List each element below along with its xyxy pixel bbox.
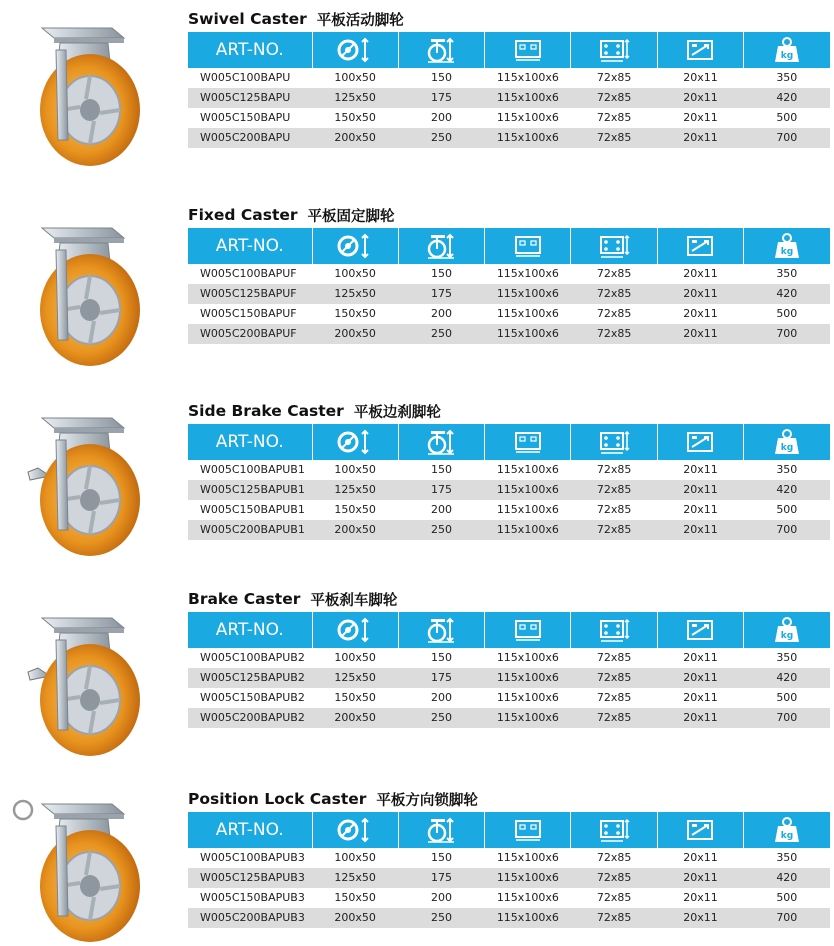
- spec-cell: 175: [398, 480, 484, 500]
- hole-spacing-header: [571, 228, 657, 264]
- spec-cell: 20x11: [683, 503, 718, 516]
- load-capacity-icon: [774, 232, 800, 260]
- spec-cell: 20x11: [657, 88, 743, 108]
- table-row: [188, 500, 830, 520]
- plate-size-header: [485, 424, 571, 460]
- kg-label: kg: [780, 247, 794, 257]
- hole-spacing-icon: [598, 429, 630, 455]
- spec-cell: 350: [776, 651, 798, 664]
- spec-table: [188, 612, 830, 728]
- spec-cell: 72x85: [571, 480, 657, 500]
- spec-cell: 250: [398, 128, 484, 148]
- spec-cell: 100x50: [334, 651, 376, 664]
- art-no-cell: W005C200BAPUB2: [188, 708, 312, 728]
- art-no-cell: W005C150BAPUF: [200, 307, 297, 320]
- spec-cell: 72x85: [571, 284, 657, 304]
- table-row: [188, 688, 830, 708]
- spec-cell: 20x11: [683, 463, 718, 476]
- load-height-icon: [426, 816, 456, 844]
- load-capacity-icon: [774, 36, 800, 64]
- caster-product-image: [8, 210, 158, 370]
- spec-cell: 100x50: [334, 71, 376, 84]
- spec-cell: 20x11: [683, 111, 718, 124]
- wheel-size-icon: [335, 232, 375, 260]
- load-height-header: [398, 612, 484, 648]
- bolt-hole-header: [657, 612, 743, 648]
- wheel-size-header: [312, 228, 398, 264]
- art-no-cell: W005C125BAPUB3: [188, 868, 312, 888]
- load-capacity-header: [744, 812, 830, 848]
- art-no-cell: W005C150BAPU: [200, 111, 291, 124]
- spec-cell: 150: [430, 463, 452, 476]
- spec-cell: 175: [398, 284, 484, 304]
- spec-cell: 20x11: [657, 908, 743, 928]
- wheel-size-icon: [335, 816, 375, 844]
- spec-cell: 125x50: [312, 284, 398, 304]
- load-height-header: [398, 424, 484, 460]
- art-no-header: ART-NO.: [188, 424, 312, 460]
- hole-spacing-header: [571, 424, 657, 460]
- bolt-hole-icon: [685, 38, 715, 62]
- spec-cell: 72x85: [596, 463, 632, 476]
- table-row: [188, 908, 830, 928]
- spec-cell: 115x100x6: [496, 851, 559, 864]
- hole-spacing-icon: [598, 617, 630, 643]
- kg-label: kg: [780, 831, 794, 841]
- spec-cell: 72x85: [596, 691, 632, 704]
- art-no-cell: W005C150BAPUB2: [200, 691, 305, 704]
- hole-spacing-header: [571, 32, 657, 68]
- spec-cell: 125x50: [312, 480, 398, 500]
- spec-cell: 20x11: [657, 708, 743, 728]
- table-row: [188, 888, 830, 908]
- spec-cell: 150: [430, 71, 452, 84]
- spec-cell: 150x50: [334, 111, 376, 124]
- spec-cell: 700: [744, 128, 830, 148]
- bolt-hole-header: [657, 424, 743, 460]
- spec-table: [188, 228, 830, 344]
- spec-cell: 20x11: [683, 651, 718, 664]
- load-height-header: [398, 228, 484, 264]
- spec-cell: 115x100x6: [485, 88, 571, 108]
- wheel-size-header: [312, 612, 398, 648]
- art-no-cell: W005C200BAPU: [188, 128, 312, 148]
- section-title-en: Swivel Caster: [188, 10, 307, 28]
- spec-cell: 125x50: [312, 668, 398, 688]
- spec-cell: 72x85: [596, 891, 632, 904]
- hole-spacing-header: [571, 612, 657, 648]
- spec-table: [188, 812, 830, 928]
- section-title-cn: 平板边刹脚轮: [353, 403, 441, 421]
- spec-cell: 500: [776, 691, 798, 704]
- spec-cell: 150: [430, 651, 452, 664]
- table-row: [188, 668, 830, 688]
- spec-cell: 115x100x6: [496, 651, 559, 664]
- section-title: [188, 588, 397, 610]
- spec-cell: 72x85: [571, 520, 657, 540]
- spec-cell: 20x11: [683, 307, 718, 320]
- spec-cell: 200: [430, 691, 452, 704]
- section-title-en: Position Lock Caster: [188, 790, 367, 808]
- art-no-cell: W005C200BAPUB3: [188, 908, 312, 928]
- plate-size-header: [485, 228, 571, 264]
- table-row: [188, 88, 830, 108]
- spec-cell: 350: [776, 463, 798, 476]
- spec-cell: 200x50: [312, 708, 398, 728]
- spec-cell: 115x100x6: [485, 520, 571, 540]
- spec-cell: 150: [430, 851, 452, 864]
- spec-cell: 500: [776, 111, 798, 124]
- spec-cell: 420: [744, 868, 830, 888]
- load-capacity-header: [744, 228, 830, 264]
- spec-cell: 200x50: [312, 520, 398, 540]
- spec-cell: 115x100x6: [496, 463, 559, 476]
- table-row: [188, 304, 830, 324]
- load-height-header: [398, 32, 484, 68]
- spec-cell: 420: [744, 668, 830, 688]
- spec-cell: 20x11: [657, 868, 743, 888]
- section-title-cn: 平板刹车脚轮: [310, 591, 398, 609]
- load-capacity-icon: [774, 428, 800, 456]
- spec-cell: 72x85: [571, 128, 657, 148]
- spec-cell: 125x50: [312, 868, 398, 888]
- spec-cell: 72x85: [596, 651, 632, 664]
- load-height-icon: [426, 428, 456, 456]
- table-row: [188, 128, 830, 148]
- spec-cell: 100x50: [334, 851, 376, 864]
- spec-cell: 700: [744, 908, 830, 928]
- spec-table: [188, 32, 830, 148]
- spec-cell: 115x100x6: [496, 691, 559, 704]
- spec-cell: 175: [398, 668, 484, 688]
- section-title-cn: 平板活动脚轮: [316, 11, 404, 29]
- spec-cell: 125x50: [312, 88, 398, 108]
- spec-cell: 115x100x6: [496, 891, 559, 904]
- spec-cell: 20x11: [657, 284, 743, 304]
- load-capacity-header: [744, 424, 830, 460]
- art-no-cell: W005C125BAPUF: [188, 284, 312, 304]
- plate-size-icon: [513, 38, 543, 62]
- hole-spacing-icon: [598, 37, 630, 63]
- spec-cell: 20x11: [683, 891, 718, 904]
- bolt-hole-header: [657, 32, 743, 68]
- spec-cell: 72x85: [596, 71, 632, 84]
- bolt-hole-header: [657, 812, 743, 848]
- art-no-cell: W005C150BAPUB1: [200, 503, 305, 516]
- spec-cell: 150: [430, 267, 452, 280]
- art-no-cell: W005C100BAPUB1: [200, 463, 305, 476]
- spec-cell: 115x100x6: [496, 503, 559, 516]
- bolt-hole-icon: [685, 818, 715, 842]
- spec-cell: 20x11: [657, 128, 743, 148]
- spec-cell: 72x85: [571, 668, 657, 688]
- art-no-header: ART-NO.: [188, 812, 312, 848]
- spec-cell: 350: [776, 851, 798, 864]
- load-capacity-header: [744, 612, 830, 648]
- table-row: [188, 848, 830, 868]
- spec-cell: 100x50: [334, 463, 376, 476]
- spec-table-header: [188, 228, 830, 264]
- load-height-header: [398, 812, 484, 848]
- spec-cell: 150x50: [334, 891, 376, 904]
- plate-size-icon: [513, 430, 543, 454]
- table-row: [188, 68, 830, 88]
- art-no-cell: W005C150BAPUB3: [200, 891, 305, 904]
- spec-cell: 175: [398, 88, 484, 108]
- spec-cell: 115x100x6: [485, 128, 571, 148]
- section-title: [188, 400, 441, 422]
- table-row: [188, 264, 830, 284]
- wheel-size-header: [312, 32, 398, 68]
- kg-label: kg: [780, 51, 794, 61]
- spec-table: [188, 424, 830, 540]
- spec-cell: 72x85: [596, 851, 632, 864]
- load-height-icon: [426, 36, 456, 64]
- caster-product-image: [8, 400, 158, 560]
- spec-cell: 115x100x6: [485, 480, 571, 500]
- art-no-cell: W005C100BAPUB3: [200, 851, 305, 864]
- spec-cell: 350: [776, 71, 798, 84]
- spec-cell: 500: [776, 891, 798, 904]
- spec-cell: 115x100x6: [496, 111, 559, 124]
- art-no-cell: W005C125BAPUB1: [188, 480, 312, 500]
- spec-cell: 20x11: [657, 480, 743, 500]
- spec-cell: 150x50: [334, 503, 376, 516]
- spec-cell: 200x50: [312, 128, 398, 148]
- section-title-en: Brake Caster: [188, 590, 301, 608]
- plate-size-header: [485, 812, 571, 848]
- caster-product-image: [8, 10, 158, 170]
- caster-product-image: [8, 600, 158, 760]
- spec-cell: 72x85: [571, 708, 657, 728]
- spec-cell: 250: [398, 520, 484, 540]
- load-capacity-icon: [774, 616, 800, 644]
- table-row: [188, 108, 830, 128]
- section-title-cn: 平板方向锁脚轮: [376, 791, 478, 809]
- wheel-size-header: [312, 812, 398, 848]
- load-height-icon: [426, 232, 456, 260]
- wheel-size-icon: [335, 36, 375, 64]
- table-row: [188, 708, 830, 728]
- load-capacity-icon: [774, 816, 800, 844]
- wheel-size-icon: [335, 616, 375, 644]
- plate-size-icon: [513, 818, 543, 842]
- spec-cell: 500: [776, 307, 798, 320]
- wheel-size-icon: [335, 428, 375, 456]
- spec-cell: 700: [744, 324, 830, 344]
- spec-cell: 20x11: [657, 668, 743, 688]
- spec-table-header: [188, 812, 830, 848]
- spec-cell: 115x100x6: [485, 908, 571, 928]
- section-title-cn: 平板固定脚轮: [307, 207, 395, 225]
- spec-cell: 500: [776, 503, 798, 516]
- section-title-en: Side Brake Caster: [188, 402, 344, 420]
- spec-cell: 150x50: [334, 691, 376, 704]
- spec-cell: 72x85: [596, 111, 632, 124]
- plate-size-icon: [513, 234, 543, 258]
- spec-cell: 115x100x6: [496, 71, 559, 84]
- spec-cell: 72x85: [571, 324, 657, 344]
- spec-table-header: [188, 32, 830, 68]
- spec-table-header: [188, 424, 830, 460]
- section-title: [188, 788, 478, 810]
- table-row: [188, 324, 830, 344]
- spec-cell: 200: [430, 503, 452, 516]
- spec-cell: 700: [744, 708, 830, 728]
- spec-cell: 115x100x6: [485, 708, 571, 728]
- art-no-cell: W005C100BAPUF: [200, 267, 297, 280]
- spec-cell: 200: [430, 891, 452, 904]
- art-no-cell: W005C200BAPUF: [188, 324, 312, 344]
- load-height-icon: [426, 616, 456, 644]
- spec-cell: 150x50: [334, 307, 376, 320]
- spec-cell: 20x11: [683, 71, 718, 84]
- art-no-cell: W005C125BAPUB2: [188, 668, 312, 688]
- bolt-hole-icon: [685, 234, 715, 258]
- spec-cell: 350: [776, 267, 798, 280]
- spec-cell: 420: [744, 284, 830, 304]
- spec-cell: 72x85: [571, 908, 657, 928]
- hole-spacing-header: [571, 812, 657, 848]
- spec-cell: 20x11: [657, 520, 743, 540]
- spec-cell: 72x85: [571, 868, 657, 888]
- bolt-hole-header: [657, 228, 743, 264]
- spec-cell: 20x11: [683, 691, 718, 704]
- spec-cell: 200x50: [312, 908, 398, 928]
- table-row: [188, 520, 830, 540]
- table-row: [188, 868, 830, 888]
- wheel-size-header: [312, 424, 398, 460]
- spec-cell: 100x50: [334, 267, 376, 280]
- caster-product-image: [8, 786, 158, 946]
- spec-cell: 420: [744, 480, 830, 500]
- plate-size-header: [485, 32, 571, 68]
- section-title-en: Fixed Caster: [188, 206, 298, 224]
- hole-spacing-icon: [598, 233, 630, 259]
- spec-cell: 420: [744, 88, 830, 108]
- hole-spacing-icon: [598, 817, 630, 843]
- art-no-cell: W005C200BAPUB1: [188, 520, 312, 540]
- plate-size-icon: [513, 618, 543, 642]
- spec-cell: 115x100x6: [485, 668, 571, 688]
- section-title: [188, 204, 395, 226]
- table-row: [188, 284, 830, 304]
- spec-cell: 72x85: [596, 503, 632, 516]
- spec-cell: 20x11: [657, 324, 743, 344]
- spec-cell: 115x100x6: [485, 324, 571, 344]
- spec-cell: 115x100x6: [485, 284, 571, 304]
- table-row: [188, 648, 830, 668]
- spec-cell: 200: [430, 111, 452, 124]
- table-row: [188, 460, 830, 480]
- spec-cell: 115x100x6: [485, 868, 571, 888]
- spec-cell: 115x100x6: [496, 267, 559, 280]
- spec-cell: 20x11: [683, 267, 718, 280]
- plate-size-header: [485, 612, 571, 648]
- art-no-cell: W005C100BAPU: [200, 71, 291, 84]
- table-row: [188, 480, 830, 500]
- spec-cell: 115x100x6: [496, 307, 559, 320]
- art-no-cell: W005C125BAPU: [188, 88, 312, 108]
- section-title: [188, 8, 404, 30]
- kg-label: kg: [780, 443, 794, 453]
- spec-cell: 175: [398, 868, 484, 888]
- spec-cell: 700: [744, 520, 830, 540]
- art-no-header: ART-NO.: [188, 228, 312, 264]
- load-capacity-header: [744, 32, 830, 68]
- bolt-hole-icon: [685, 618, 715, 642]
- art-no-cell: W005C100BAPUB2: [200, 651, 305, 664]
- spec-cell: 72x85: [596, 307, 632, 320]
- spec-cell: 250: [398, 708, 484, 728]
- art-no-header: ART-NO.: [188, 612, 312, 648]
- bolt-hole-icon: [685, 430, 715, 454]
- spec-table-header: [188, 612, 830, 648]
- art-no-header: ART-NO.: [188, 32, 312, 68]
- spec-cell: 72x85: [596, 267, 632, 280]
- spec-cell: 200: [430, 307, 452, 320]
- spec-cell: 250: [398, 908, 484, 928]
- spec-cell: 72x85: [571, 88, 657, 108]
- kg-label: kg: [780, 631, 794, 641]
- spec-cell: 200x50: [312, 324, 398, 344]
- spec-cell: 20x11: [683, 851, 718, 864]
- spec-cell: 250: [398, 324, 484, 344]
